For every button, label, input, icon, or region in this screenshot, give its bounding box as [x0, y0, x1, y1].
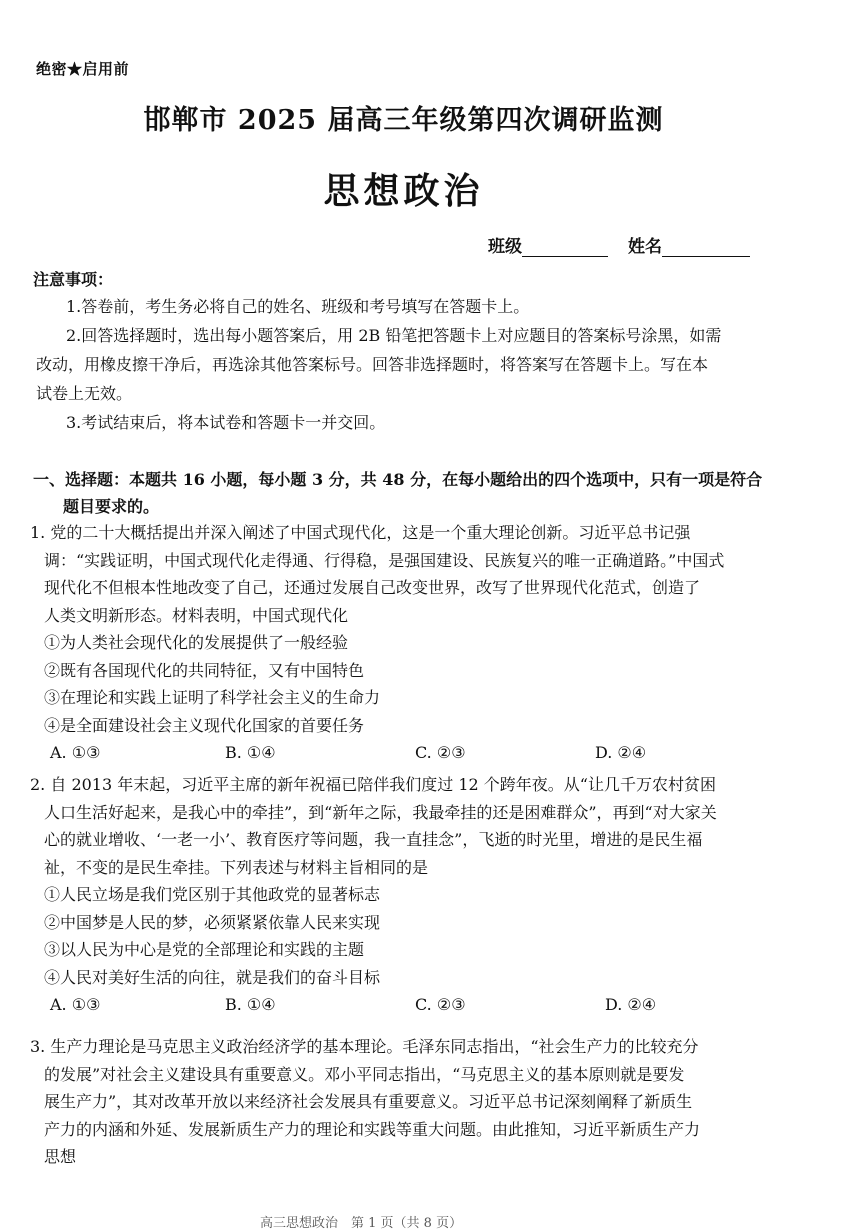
question-text-line: 产力的内涵和外延、发展新质生产力的理论和实践等重大问题。由此推知，习近平新质生产力: [44, 1119, 701, 1139]
answer-options: [30, 739, 780, 767]
question-text-line: 1. 党的二十大概括提出并深入阐述了中国式现代化，这是一个重大理论创新。习近平总书记强: [30, 523, 691, 542]
option-c: C. ②③: [415, 995, 466, 1014]
option-b: B. ①④: [225, 995, 276, 1014]
name-blank[interactable]: [662, 238, 750, 257]
question-text-line: 祉，不变的是民生牵挂。下列表述与材料主旨相同的是: [44, 857, 429, 877]
question-text-line: 的发展”对社会主义建设具有重要意义。邓小平同志指出，“马克思主义的基本原则就是要发: [44, 1064, 685, 1084]
confidential-mark: 绝密★启用前: [36, 60, 130, 78]
question-text-line: 2. 自 2013 年末起，习近平主席的新年祝福已陪伴我们度过 12 个跨年夜。从“让几千万农村贫困: [30, 775, 716, 794]
question-2: [30, 771, 780, 1019]
statement-item: ④人民对美好生活的向往，就是我们的奋斗目标: [44, 967, 381, 987]
section-heading: [33, 466, 778, 520]
statement-item: ③以人民为中心是党的全部理论和实践的主题: [44, 940, 365, 959]
notice-item: 1.答卷前，考生务必将自己的姓名、班级和考号填写在答题卡上。: [66, 297, 530, 316]
statement-item: ③在理论和实践上证明了科学社会主义的生命力: [44, 688, 381, 707]
class-label: 班级: [488, 237, 522, 257]
option-c: C. ②③: [415, 743, 466, 762]
notice-item: 改动，用橡皮擦干净后，再选涂其他答案标号。回答非选择题时，将答案写在答题卡上。写在本: [36, 355, 709, 374]
notice-item: 试卷上无效。: [36, 384, 133, 403]
option-a: A. ①③: [50, 743, 101, 762]
question-1: [30, 519, 780, 767]
question-text-line: 人口生活好起来，是我心中的牵挂”，到“新年之际，我最牵挂的还是困难群众”，再到“对大家关: [44, 802, 717, 822]
statement-item: ④是全面建设社会主义现代化国家的首要任务: [44, 715, 365, 735]
question-text-line: 心的就业增收、‘一老一小’、教育医疗等问题，我一直挂念”，飞逝的时光里，增进的是民生福: [44, 830, 703, 849]
question-text-line: 展生产力”，其对改革开放以来经济社会发展具有重要意义。习近平总书记深刻阐释了新质生: [44, 1092, 693, 1111]
notice-item: 3.考试结束后，将本试卷和答题卡一并交回。: [66, 413, 386, 432]
subject-title: 思想政治: [323, 170, 484, 212]
section-heading-line: 题目要求的。: [63, 497, 160, 516]
notice-list: [36, 292, 776, 437]
option-b: B. ①④: [225, 743, 276, 762]
option-d: D. ②④: [595, 743, 647, 762]
answer-options: [30, 991, 780, 1019]
question-text-line: 思想: [44, 1147, 77, 1166]
statement-item: ②中国梦是人民的梦，必须紧紧依靠人民来实现: [44, 912, 381, 932]
question-text-line: 3. 生产力理论是马克思主义政治经济学的基本理论。毛泽东同志指出，“社会生产力的比较充分: [30, 1037, 699, 1056]
student-info-fields: [488, 232, 750, 257]
question-text-line: 人类文明新形态。材料表明，中国式现代化: [44, 605, 349, 625]
class-blank[interactable]: [522, 238, 608, 257]
statement-item: ②既有各国现代化的共同特征，又有中国特色: [44, 660, 365, 680]
notice-title: 注意事项：: [33, 270, 114, 289]
statement-item: ①人民立场是我们党区别于其他政党的显著标志: [44, 885, 381, 904]
question-3: [30, 1033, 780, 1171]
exam-title: 邯郸市 2025 届高三年级第四次调研监测: [143, 105, 664, 136]
page-footer: 高三思想政治 第 1 页（共 8 页）: [260, 1216, 463, 1231]
notice-item: 2.回答选择题时，选出每小题答案后，用 2B 铅笔把答题卡上对应题目的答案标号涂黑，如需: [66, 326, 722, 345]
question-text-line: 调：“实践证明，中国式现代化走得通、行得稳，是强国建设、民族复兴的唯一正确道路。”中国式: [44, 550, 725, 570]
statement-item: ①为人类社会现代化的发展提供了一般经验: [44, 633, 349, 652]
name-label: 姓名: [628, 237, 662, 257]
section-heading-line: 一、选择题：本题共 16 小题，每小题 3 分，共 48 分，在每小题给出的四个选项中，只有一项是符合: [33, 470, 763, 489]
question-text-line: 现代化不但根本性地改变了自己，还通过发展自己改变世界，改写了世界现代化范式，创造了: [44, 578, 701, 597]
option-d: D. ②④: [605, 995, 657, 1014]
option-a: A. ①③: [50, 995, 101, 1014]
